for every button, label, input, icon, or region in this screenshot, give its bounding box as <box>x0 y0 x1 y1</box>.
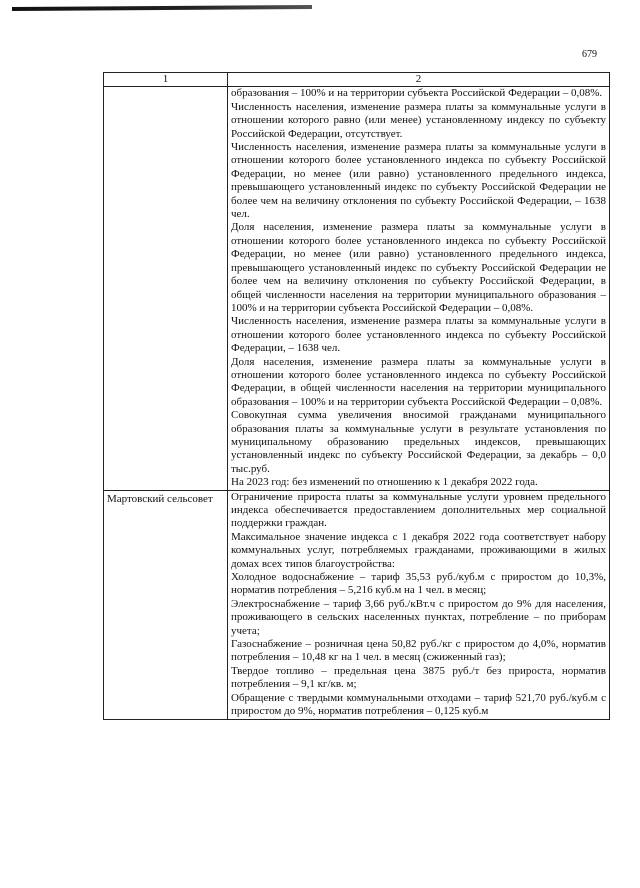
table-header-row <box>104 73 610 87</box>
paragraph: Доля населения, изменение размера платы за коммунальные услуги в отношении которого более установленного индекса по субъекту Российской Федерации, в общей численности населения на территории муниципального образования – 100% и на территории субъекта Российской Федерации – 0,08%. <box>231 355 606 408</box>
header-col-2: 2 <box>228 73 610 87</box>
header-col-1: 1 <box>104 73 228 87</box>
paragraph: Максимальное значение индекса с 1 декабря 2022 года соответствует набору коммунальных услуг, потребляемых гражданами, проживающими в жилых домах всех типов благоустройства: <box>231 530 606 570</box>
paragraph: Холодное водоснабжение – тариф 35,53 руб./куб.м с приростом до 10,3%, норматив потребления – 5,216 куб.м на 1 чел. в месяц; <box>231 571 606 597</box>
paragraph: На 2023 год: без изменений по отношению к 1 декабря 2022 года. <box>231 476 538 489</box>
paragraph: Совокупная сумма увеличения вносимой гражданами муниципального образования платы за коммунальные услуги в результате установления по муниципальному образованию предельных индексов, превышающих установленный индекс по субъекту Российской Федерации, за декабрь – 0,0 тыс.руб. <box>231 409 606 475</box>
page-number: 679 <box>582 49 597 60</box>
row-1-left-cell <box>104 87 228 490</box>
paragraph: Численность населения, изменение размера платы за коммунальные услуги в отношении которого более установленного индекса по субъекту Российской Федерации, но менее (или равно) установленного предельного индекса, превышающего установленный индекс по субъекту Российской Федерации не более чем на величину отклонения по субъекту Российской Федерации, – 1638 чел. <box>231 141 606 221</box>
table-row <box>104 87 610 490</box>
paragraph: Обращение с твердыми коммунальными отходами – тариф 521,70 руб./куб.м с приростом до 9%, норматив потребления – 0,125 куб.м <box>231 691 606 718</box>
scan-edge-mark <box>12 5 312 11</box>
paragraph: Ограничение прироста платы за коммунальные услуги уровнем предельного индекса обеспечивается предоставлением дополнительных мер социальной поддержки граждан. <box>231 490 606 530</box>
paragraph: образования – 100% и на территории субъекта Российской Федерации – 0,08%. <box>231 87 603 100</box>
data-table <box>103 72 610 720</box>
paragraph: Численность населения, изменение размера платы за коммунальные услуги в отношении которого более установленного индекса по субъекту Российской Федерации, – 1638 чел. <box>231 315 606 355</box>
paragraph: Доля населения, изменение размера платы за коммунальные услуги в отношении которого более установленного индекса по субъекту Российской Федерации, но менее (или равно) установленного предельного индекса, превышающего установленный индекс по субъекту Российской Федерации не более чем на величину отклонения по субъекту Российской Федерации, в общей численности населения на территории муниципального образования – 100% и на территории субъекта Российской Федерации – 0,08%. <box>231 221 606 314</box>
table-row <box>104 490 610 719</box>
paragraph: Газоснабжение – розничная цена 50,82 руб./кг с приростом до 4,0%, норматив потребления – 10,48 кг на 1 чел. в месяц (сжиженный газ); <box>231 638 606 664</box>
paragraph: Твердое топливо – предельная цена 3875 руб./т без прироста, норматив потребления – 9,1 кг/кв. м; <box>231 664 606 691</box>
row-1-right-cell <box>228 87 610 490</box>
paragraph: Электроснабжение – тариф 3,66 руб./кВт.ч с приростом до 9% для населения, проживающего в сельских населенных пунктах, потребление – по приборам учета; <box>231 597 606 637</box>
row-2-right-cell <box>228 490 610 719</box>
row-2-left-cell: Мартовский сельсовет <box>104 490 228 719</box>
paragraph: Численность населения, изменение размера платы за коммунальные услуги в отношении которого равно (или менее) установленному индексу по субъекту Российской Федерации, отсутствует. <box>231 100 606 140</box>
